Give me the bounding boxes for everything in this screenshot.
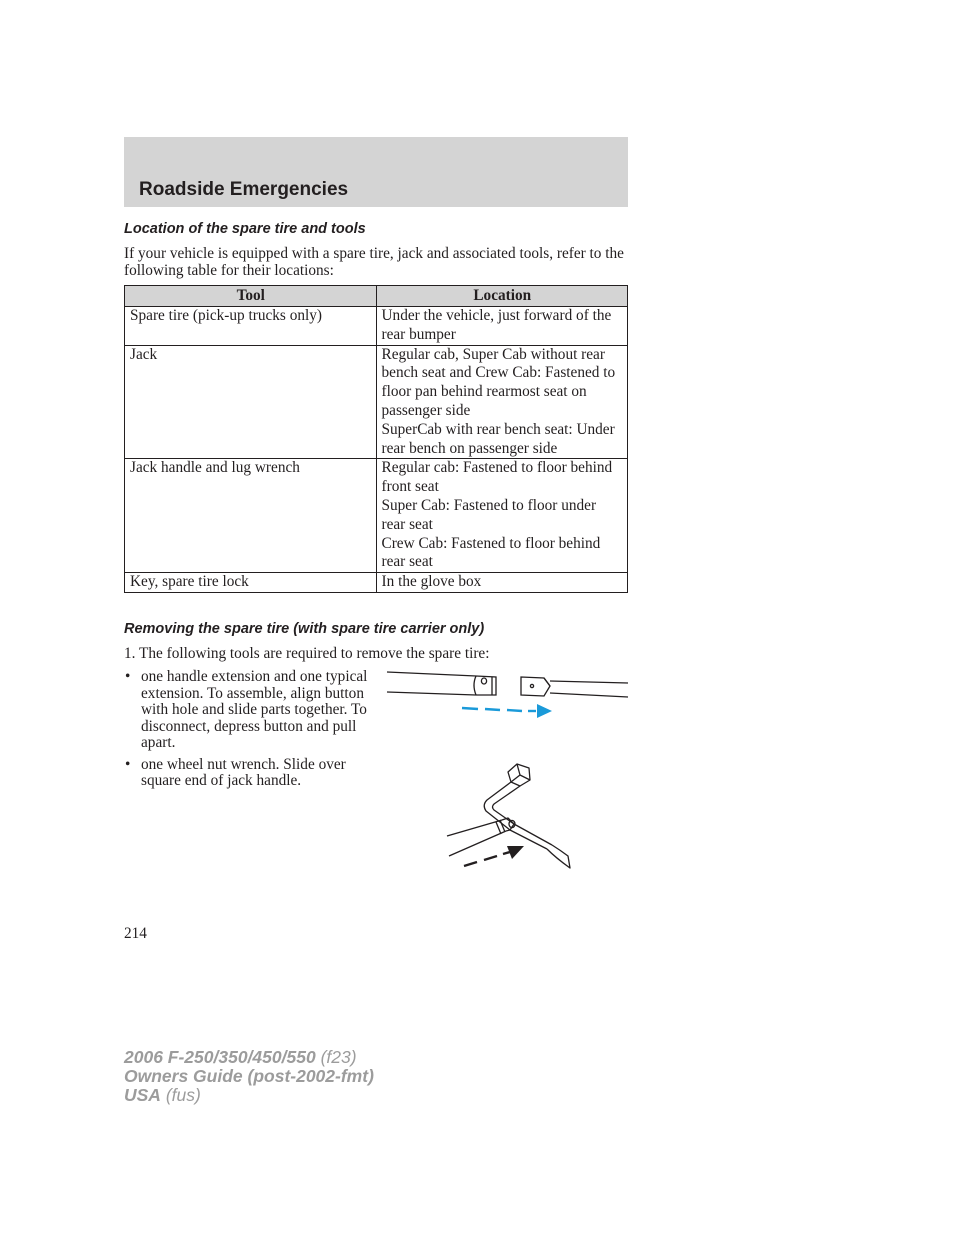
- table-row: [125, 459, 628, 573]
- footer-line-market: [124, 1086, 374, 1105]
- footer-guide: Owners Guide (post-2002-fmt): [124, 1066, 374, 1086]
- lug-wrench-illustration: [444, 758, 578, 876]
- location-line: SuperCab with rear bench seat: Under rear bench on passenger side: [381, 420, 615, 457]
- location-line: Super Cab: Fastened to floor under rear seat: [381, 496, 597, 533]
- location-line: Regular cab: Fastened to floor behind front seat: [381, 459, 613, 496]
- page-number: 214: [124, 925, 147, 942]
- table-cell-location: [376, 573, 628, 593]
- footer-line-guide: [124, 1067, 374, 1086]
- section-header-band: [124, 137, 628, 207]
- section-title: Roadside Emergencies: [139, 179, 349, 200]
- table-cell-tool: Spare tire (pick-up trucks only): [125, 307, 377, 346]
- footer-market-code: (fus): [165, 1085, 201, 1105]
- intro-paragraph: If your vehicle is equipped with a spare tire, jack and associated tools, refer to the following table for their locations:: [124, 245, 624, 279]
- handle-extension-illustration: [384, 666, 630, 726]
- table-header-tool: Tool: [125, 286, 377, 307]
- footer-model: 2006 F-250/350/450/550: [124, 1047, 316, 1067]
- tools-bullet-list: [124, 669, 374, 790]
- location-line: Crew Cab: Fastened to floor behind rear seat: [381, 534, 601, 571]
- table-row: [125, 573, 628, 593]
- table-row: [125, 345, 628, 459]
- bullet-text: one wheel nut wrench. Slide over square end of jack handle.: [141, 755, 346, 789]
- table-row: [125, 307, 628, 346]
- footer-model-code: (f23): [320, 1047, 357, 1067]
- table-cell-tool: Jack handle and lug wrench: [125, 459, 377, 573]
- subheading-removing-spare-tire: Removing the spare tire (with spare tire carrier only): [124, 621, 485, 637]
- table-header-location: Location: [376, 286, 628, 307]
- bullet-text: one handle extension and one typical extension. To assemble, align button with hole and slide parts together. To disconnect, depress button and pull apart.: [141, 668, 368, 751]
- table-header-row: [125, 286, 628, 307]
- table-cell-tool: Key, spare tire lock: [125, 573, 377, 593]
- step-1-text: 1. The following tools are required to remove the spare tire:: [124, 645, 490, 662]
- location-line: Under the vehicle, just forward of the rear bumper: [381, 307, 612, 343]
- bullet-dot: •: [125, 668, 131, 685]
- location-line: In the glove box: [381, 573, 482, 591]
- table-cell-location: [376, 307, 628, 346]
- bullet-dot: •: [125, 755, 131, 773]
- table-cell-tool: Jack: [125, 345, 377, 459]
- footer-market: USA: [124, 1085, 161, 1105]
- list-item: [124, 669, 374, 752]
- footer-line-model: [124, 1048, 374, 1067]
- subheading-spare-tire-location: Location of the spare tire and tools: [124, 221, 366, 237]
- location-line: Regular cab, Super Cab without rear bench seat and Crew Cab: Fastened to floor pan behind rearmost seat on passenger side: [381, 345, 616, 419]
- table-cell-location: [376, 459, 628, 573]
- list-item: [124, 757, 374, 790]
- tools-location-table: [124, 285, 628, 593]
- document-footer: [124, 1048, 374, 1105]
- table-cell-location: [376, 345, 628, 459]
